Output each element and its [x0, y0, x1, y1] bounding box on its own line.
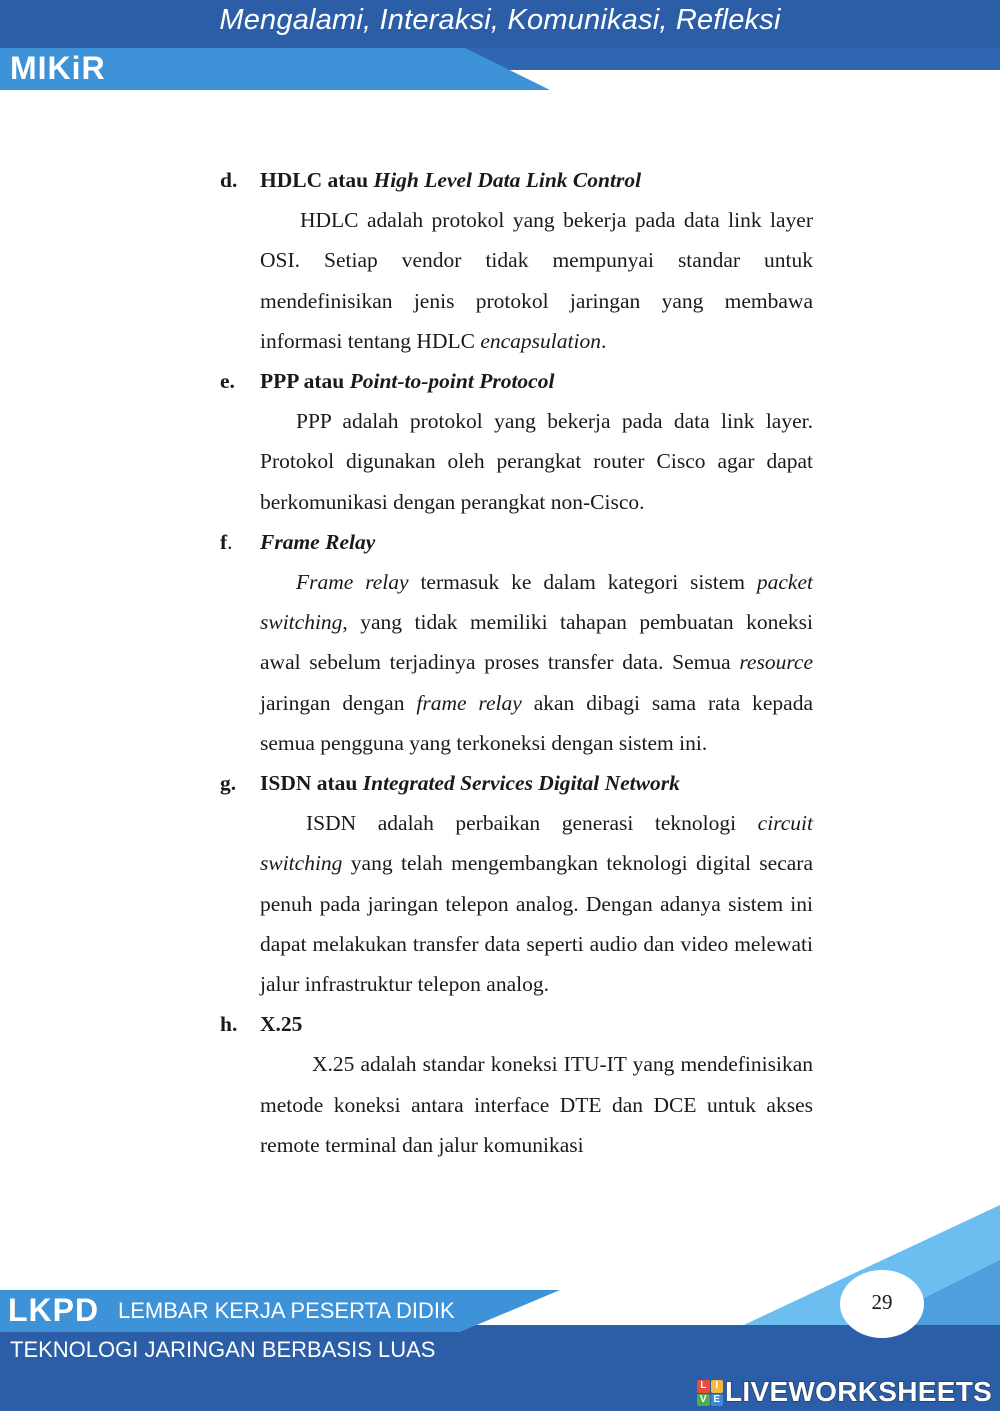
section-paragraph: [220, 803, 813, 1004]
section-letter: d.: [220, 168, 238, 192]
section-letter: g.: [220, 771, 237, 796]
section-letter: h.: [220, 1012, 238, 1037]
paragraph-text: akan dibagi sama rata kepada semua pengguna yang terkoneksi dengan sistem ini.: [260, 690, 813, 755]
section-heading: [220, 522, 813, 562]
heading-text: HDLC atau: [260, 168, 374, 192]
paragraph-text: HDLC adalah protokol yang bekerja pada data link layer OSI. Setiap vendor tidak mempunyai standar untuk mendefinisikan jenis protokol jaringan yang membawa informasi tentang HDLC: [260, 208, 813, 353]
section-x25: [220, 1004, 813, 1165]
section-heading: [220, 160, 813, 200]
section-letter: [220, 522, 233, 562]
heading-italic-text: Point-to-point Protocol: [349, 369, 555, 394]
paragraph-text: termasuk ke dalam kategori sistem: [408, 570, 757, 595]
section-heading: [220, 361, 813, 401]
paragraph-italic-text: encapsulation: [480, 328, 601, 353]
heading-text: ISDN atau: [260, 771, 363, 796]
logo-tile: L: [697, 1380, 710, 1393]
page-content: [220, 160, 813, 1165]
section-paragraph: [220, 200, 813, 361]
paragraph-text: , yang tidak memiliki tahapan pembuatan koneksi awal sebelum terjadinya proses transfer data. Semua: [260, 610, 813, 675]
paragraph-text: PPP adalah protokol yang bekerja pada data link layer. Protokol digunakan oleh perangkat router Cisco agar dapat berkomunikasi dengan perangkat non-Cisco.: [260, 409, 813, 514]
section-label: MIKiR: [10, 50, 106, 86]
paragraph-italic-text: resource: [739, 650, 813, 675]
liveworksheets-icon: [697, 1380, 723, 1406]
section-heading: [220, 1004, 813, 1044]
paragraph-text: yang telah mengembangkan teknologi digital secara penuh pada jaringan telepon analog. Dengan adanya sistem ini dapat melakukan transfer data seperti audio dan video melewati jalur infrastruktur telepon analog.: [260, 851, 813, 997]
liveworksheets-text: LIVEWORKSHEETS: [725, 1376, 993, 1407]
liveworksheets-logo: [697, 1376, 997, 1408]
logo-tile: I: [711, 1380, 724, 1393]
section-paragraph: [220, 1044, 813, 1165]
heading-italic-text: Frame Relay: [260, 529, 376, 554]
paragraph-text: ISDN adalah perbaikan generasi teknologi: [306, 811, 758, 836]
section-letter: e.: [220, 369, 235, 394]
section-heading: [220, 763, 813, 803]
section-hdlc: [220, 160, 813, 361]
heading-italic-text: High Level Data Link Control: [373, 168, 642, 192]
paragraph-italic-text: circuit switching: [260, 811, 813, 876]
footer-brand: LKPD: [8, 1292, 100, 1328]
section-paragraph: [220, 562, 813, 763]
section-frame-relay: [220, 522, 813, 763]
logo-tile: V: [697, 1394, 710, 1407]
footer-brand-subtitle: LEMBAR KERJA PESERTA DIDIK: [118, 1298, 455, 1323]
section-isdn: [220, 763, 813, 1004]
heading-text: PPP atau: [260, 369, 350, 394]
paragraph-text: X.25 adalah standar koneksi ITU-IT yang mendefinisikan metode koneksi antara interface DTE dan DCE untuk akses remote terminal dan jalur komunikasi: [260, 1052, 813, 1157]
heading-italic-text: Integrated Services Digital Network: [362, 771, 680, 796]
page-number: 29: [871, 1290, 893, 1314]
logo-tile: E: [711, 1394, 724, 1407]
paragraph-text: .: [600, 328, 607, 353]
header-tagline: Mengalami, Interaksi, Komunikasi, Refleksi: [219, 4, 781, 36]
section-ppp: [220, 361, 813, 522]
section-letter-main: f: [220, 529, 228, 554]
paragraph-italic-text: Frame relay: [296, 570, 409, 595]
paragraph-text: jaringan dengan: [260, 690, 417, 715]
footer-subject: TEKNOLOGI JARINGAN BERBASIS LUAS: [10, 1337, 436, 1362]
heading-text: X.25: [260, 1012, 303, 1037]
section-letter-dot: .: [227, 529, 233, 554]
section-paragraph: [220, 401, 813, 522]
paragraph-italic-text: packet switching: [260, 570, 813, 635]
paragraph-italic-text: frame relay: [416, 690, 522, 715]
